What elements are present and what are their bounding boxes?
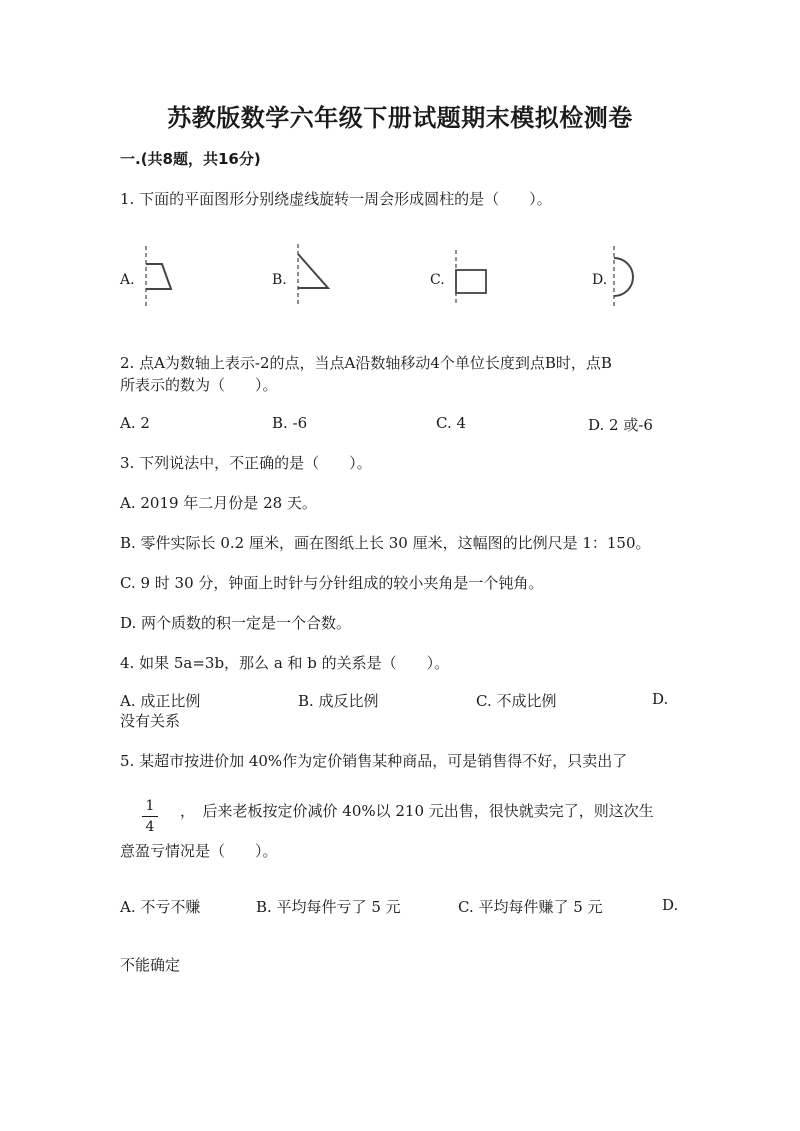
q3-option-c: C. 9 时 30 分，钟面上时针与分针组成的较小夹角是一个钝角。 bbox=[120, 574, 544, 592]
page-title: 苏教版数学六年级下册试题期末模拟检测卷 bbox=[167, 104, 633, 132]
question-3-stem: 3. 下列说法中，不正确的是（ ）。 bbox=[120, 454, 372, 472]
q5-option-d: D. bbox=[662, 896, 679, 914]
q3-option-d: D. 两个质数的积一定是一个合数。 bbox=[120, 614, 352, 632]
q4-option-d-text: 没有关系 bbox=[120, 712, 181, 730]
fraction-denominator: 4 bbox=[145, 819, 155, 835]
q5-option-a: A. 不亏不赚 bbox=[120, 898, 201, 916]
q4-option-d: D. bbox=[652, 690, 669, 708]
question-1-stem: 1. 下面的平面图形分别绕虚线旋转一周会形成圆柱的是（ ）。 bbox=[120, 190, 552, 208]
question-5-stem-line3: 意盈亏情况是（ ）。 bbox=[120, 842, 278, 860]
section-heading: 一.(共8题，共16分) bbox=[120, 150, 261, 168]
q2-option-b: B. -6 bbox=[272, 414, 308, 432]
fraction-numerator: 1 bbox=[145, 798, 155, 814]
fraction-one-quarter bbox=[140, 798, 160, 835]
q4-option-a: A. 成正比例 bbox=[120, 692, 201, 710]
question-5-stem-line1: 5. 某超市按进价加 40%作为定价销售某种商品，可是销售得不好，只卖出了 bbox=[120, 752, 628, 770]
q1-option-c-label: C. bbox=[430, 272, 445, 288]
q3-option-b: B. 零件实际长 0.2 厘米，画在图纸上长 30 厘米，这幅图的比例尺是 1：150。 bbox=[120, 534, 651, 552]
question-4-stem: 4. 如果 5a=3b，那么 a 和 b 的关系是（ ）。 bbox=[120, 654, 450, 672]
q5-option-b: B. 平均每件亏了 5 元 bbox=[256, 898, 401, 916]
q5-option-d-text: 不能确定 bbox=[120, 956, 181, 974]
triangle-figure bbox=[290, 242, 334, 308]
question-5-stem-line2: ， 后来老板按定价减价 40%以 210 元出售，很快就卖完了，则这次生 bbox=[180, 802, 654, 820]
q3-option-a: A. 2019 年二月份是 28 天。 bbox=[120, 494, 317, 512]
fraction-bar bbox=[142, 816, 158, 817]
trapezoid-figure bbox=[138, 244, 178, 308]
q2-option-a: A. 2 bbox=[120, 414, 150, 432]
question-2-stem-line1: 2. 点A为数轴上表示-2的点，当点A沿数轴移动4个单位长度到点B时，点B bbox=[120, 354, 612, 372]
q2-option-c: C. 4 bbox=[436, 414, 467, 432]
q1-option-d-label: D. bbox=[592, 272, 608, 288]
q1-option-a-label: A. bbox=[120, 272, 135, 288]
q1-option-b-label: B. bbox=[272, 272, 287, 288]
q4-option-b: B. 成反比例 bbox=[298, 692, 379, 710]
semicircle-figure bbox=[608, 244, 642, 308]
q5-option-c: C. 平均每件赚了 5 元 bbox=[458, 898, 603, 916]
rectangle-figure bbox=[450, 248, 494, 306]
q2-option-d: D. 2 或-6 bbox=[588, 416, 653, 434]
q4-option-c: C. 不成比例 bbox=[476, 692, 557, 710]
question-2-stem-line2: 所表示的数为（ ）。 bbox=[120, 376, 278, 394]
